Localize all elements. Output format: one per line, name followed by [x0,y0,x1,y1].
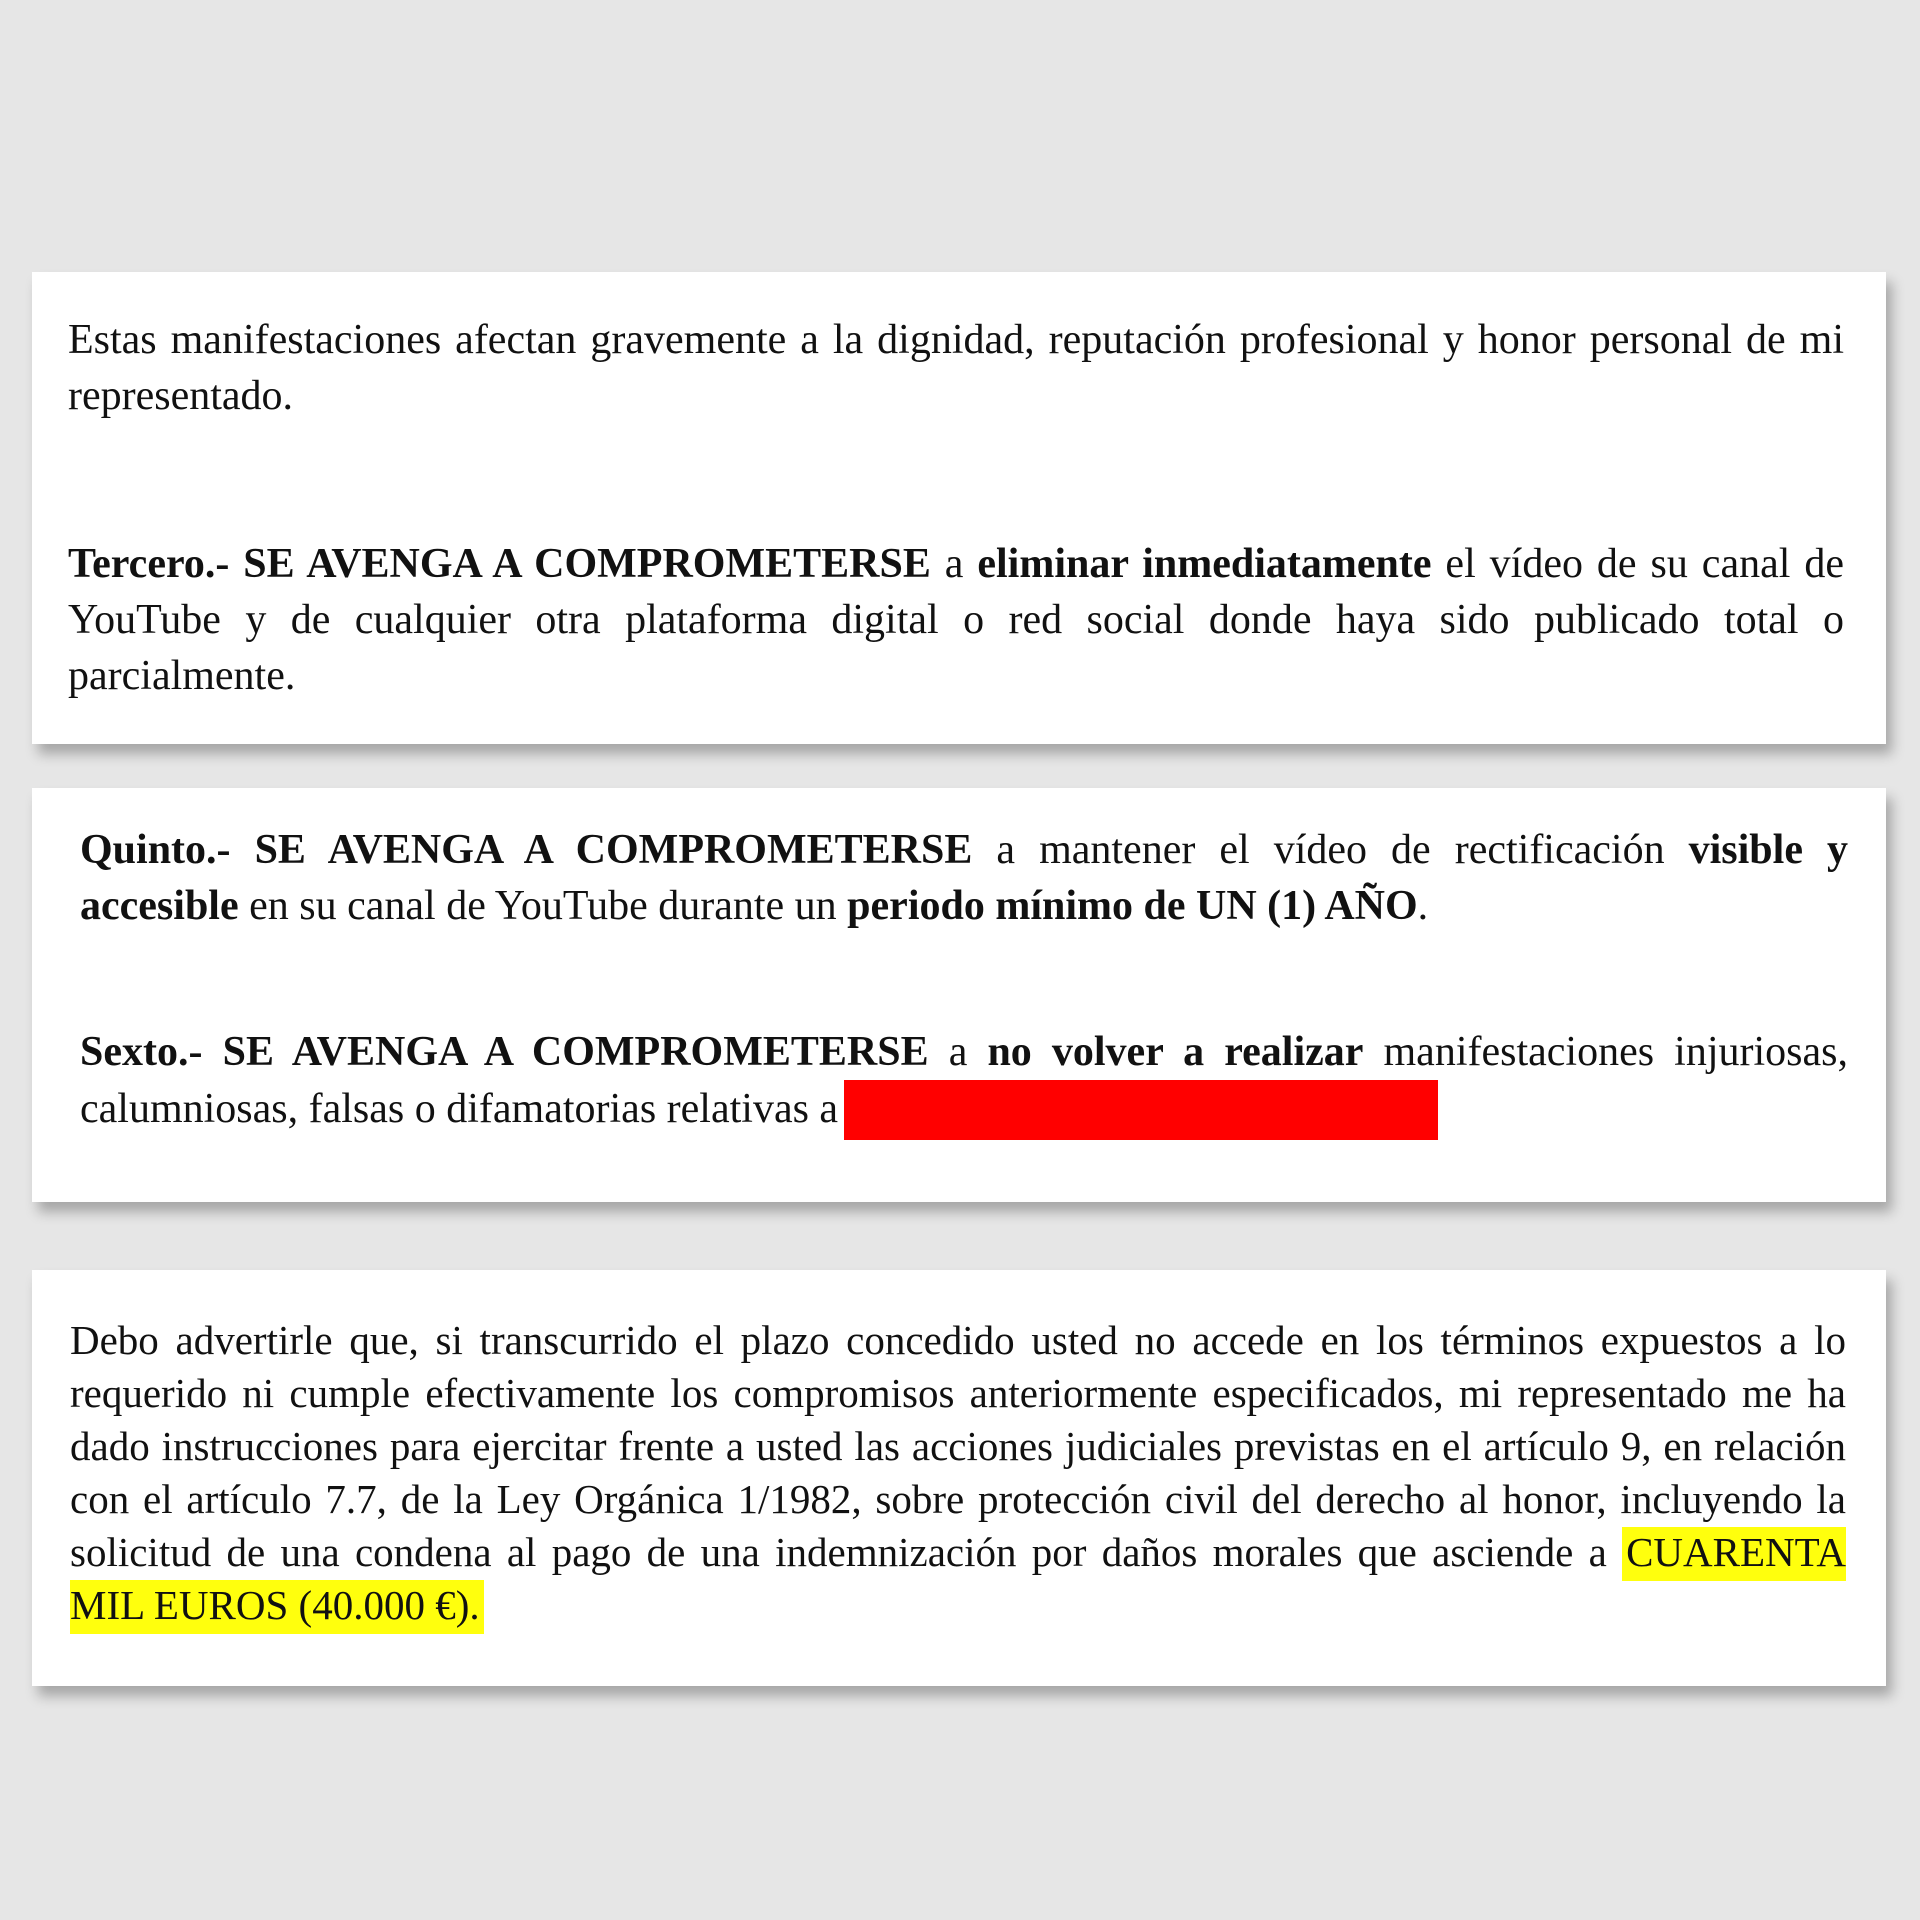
paragraph-warning-text: Debo advertirle que, si transcurrido el plazo concedido usted no accede en los términos expuestos a lo requerido ni cumple efectivamente los compromisos anteriormente especificados, mi representado me ha dado instrucciones para ejercitar frente a usted las acciones judiciales previstas en el artículo 9, en relación con el artículo 7.7, de la Ley Orgánica 1/1982, sobre protección civil del derecho al honor, incluyendo la solicitud de una condena al pago de una indemnización por daños morales que asciende a [70,1317,1846,1575]
clause-tercero-text-2: el vídeo de su canal de YouTube y de cualquier otra plataforma digital o red social donde haya sido publicado total o parcialmente. [68,541,1844,699]
clause-quinto-emphasis-2: periodo mínimo de UN (1) AÑO [847,883,1418,929]
clause-tercero-heading: Tercero.- [68,541,230,587]
paragraph-gap [68,424,1844,536]
document-excerpt-2 [32,788,1886,1202]
clause-quinto-emphasis-1: visible y accesible [80,827,1848,929]
clause-sexto [80,1024,1848,1140]
redaction-box [844,1080,1438,1140]
document-excerpt-3 [32,1270,1886,1686]
document-excerpt-1 [32,272,1886,744]
clause-tercero [68,536,1844,704]
clause-sexto-text-1: a [928,1029,988,1075]
paragraph-gap [80,934,1848,1024]
clause-tercero-text-1: a [930,541,978,587]
clause-tercero-phrase: SE AVENGA A COMPROMETERSE [243,541,931,587]
paragraph-warning [70,1314,1846,1632]
clause-sexto-phrase: SE AVENGA A COMPROMETERSE [222,1029,929,1075]
clause-quinto-text-3: . [1417,883,1429,929]
clause-quinto-text-1: a mantener el vídeo de rectificación [972,827,1689,873]
clause-quinto-phrase: SE AVENGA A COMPROMETERSE [254,827,973,873]
highlighted-amount: CUARENTA MIL EUROS (40.000 €). [70,1527,1846,1634]
clause-quinto-text-2: en su canal de YouTube durante un [238,883,848,929]
clause-sexto-text-2: manifestaciones injuriosas, calumniosas, falsas o difamatorias relativas a [80,1029,1848,1132]
clause-tercero-emphasis: eliminar inmediatamente [977,541,1432,587]
paragraph-dignity-text: Estas manifestaciones afectan gravemente a la dignidad, reputación profesional y honor personal de mi representado. [68,317,1844,419]
clause-quinto [80,822,1848,934]
paragraph-dignity [68,312,1844,424]
clause-sexto-heading: Sexto.- [80,1029,203,1075]
clause-quinto-heading: Quinto.- [80,827,231,873]
clause-sexto-emphasis: no volver a realizar [987,1029,1364,1075]
